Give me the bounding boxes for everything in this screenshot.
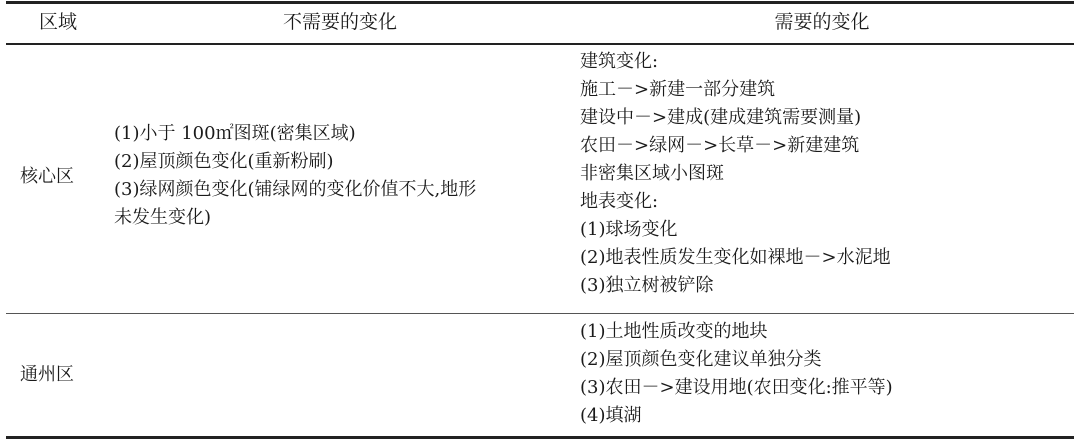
list-item: (2)屋顶颜色变化(重新粉刷) [114,151,334,172]
list-item: 农田－>绿网－>长草－>新建建筑 [580,135,860,156]
list-item: 地表变化: [580,191,659,212]
list-item: 建筑变化: [580,51,659,72]
core-unneeded-list [114,120,476,232]
list-item: (1)小于 100㎡图斑(密集区域) [114,123,356,144]
column-header-region: 区域 [38,11,77,33]
list-item: (3)绿网颜色变化(铺绿网的变化价值不大,地形 [114,179,477,200]
list-item: (2)屋顶颜色变化建议单独分类 [580,349,822,370]
list-item: 未发生变化) [114,207,212,228]
column-header-needed: 需要的变化 [774,11,870,33]
change-table [6,0,1074,440]
list-item: (3)独立树被铲除 [580,275,714,296]
list-item: (1)土地性质改变的地块 [580,321,768,342]
table-top-rule [6,1,1074,4]
core-needed-list [580,48,891,300]
list-item: (1)球场变化 [580,219,678,240]
column-header-unneeded: 不需要的变化 [282,11,397,33]
list-item: (4)填湖 [580,405,642,426]
list-item: 非密集区域小图斑 [580,163,724,184]
table-row-divider [6,313,1074,314]
list-item: 施工－>新建一部分建筑 [580,79,776,100]
list-item: 建设中－>建成(建成建筑需要测量) [580,107,862,128]
tongzhou-needed-list [580,318,893,430]
list-item: (3)农田－>建设用地(农田变化:推平等) [580,377,893,398]
region-core: 核心区 [20,166,74,187]
region-tongzhou: 通州区 [20,364,74,385]
table-bottom-rule [6,436,1074,439]
list-item: (2)地表性质发生变化如裸地－>水泥地 [580,247,891,268]
table-header-rule [6,43,1074,45]
